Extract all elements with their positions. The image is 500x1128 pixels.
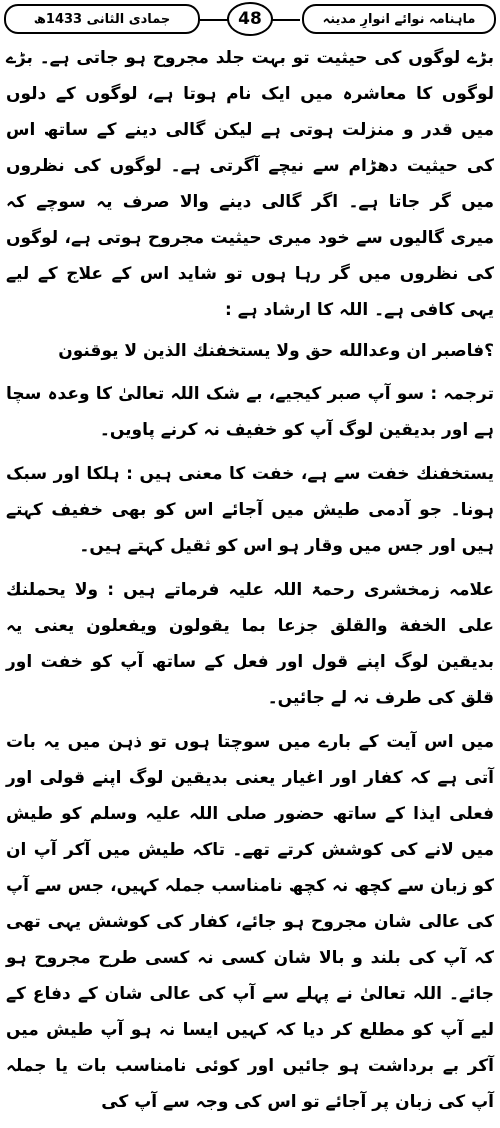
paragraph-3: يستخفنك خفت سے ہے، خفت کا معنی ہیں : ہلکا اور سبک ہونا۔ جو آدمی طیش میں آجائے اس کو بھی خفیف کہتے ہیں اور جس میں وقار ہو اس کو ثقیل کہتے ہیں۔ xyxy=(6,464,494,556)
page-number-badge xyxy=(227,2,273,36)
article-body xyxy=(6,40,494,1128)
magazine-title xyxy=(302,4,496,34)
quranic-ayah: ؟فاصبر ان وعدالله حق ولا يستخفنك الذين لا يوقنون xyxy=(58,341,494,361)
magazine-title-text: ماہنامہ نوائے انوارِ مدینہ xyxy=(322,11,476,27)
paragraph-1: بڑے لوگوں کی حیثیت تو بہت جلد مجروح ہو جاتی ہے۔ بڑے لوگوں کا معاشرہ میں ایک نام ہوتا ہے، لوگوں کے دلوں میں قدر و منزلت ہوتی ہے لیکن گالی دینے کے ساتھ اس کی حیثیت دھڑام سے نیچے آگرتی ہے۔ لوگوں کی نظروں میں گر جاتا ہے۔ اگر گالی دینے والا صرف یہ سوچے کہ میری گالیوں سے خود میری حیثیت مجروح ہوتی ہے، لوگوں کی نظروں میں گر رہا ہوں تو شاید اس کے علاج کے لیے یہی کافی ہے۔ اللہ کا ارشاد ہے : xyxy=(6,48,494,320)
paragraph-4: علامہ زمخشری رحمۃ اللہ علیہ فرماتے ہیں : ولا يحملنك على الخفة والقلق جزعا بما يقولون ويفعلون یعنی یہ بدیقین لوگ اپنے قول اور فعل کے ساتھ آپ کو خفت اور قلق کی طرف نہ لے جائیں۔ xyxy=(6,580,494,708)
paragraph-5: میں اس آیت کے بارے میں سوچتا ہوں تو ذہن میں یہ بات آتی ہے کہ کفار اور اغیار یعنی بدیقین لوگ اپنے قولی اور فعلی ایذا کے ساتھ حضور صلی اللہ علیہ وسلم کو طیش میں لانے کی کوشش کرتے تھے۔ تاکہ طیش میں آکر آپ ان کو زبان سے کچھ نہ کچھ نامناسب جملہ کہیں، جس سے آپ کی عالی شان مجروح ہو جائے، کفار کی کوشش یہی تھی کہ آپ کی بلند و بالا شان کسی نہ کسی طرح مجروح ہو جائے۔ اللہ تعالیٰ نے پہلے سے آپ کی عالی شان کے دفاع کے لیے آپ کو مطلع کر دیا کہ کہیں ایسا نہ ہو آپ طیش میں آکر بے برداشت ہو جائیں اور کوئی نامناسب بات یا جملہ آپ کی زبان پر آجائے تو اس کی وجہ سے آپ کی xyxy=(6,732,494,1112)
issue-date xyxy=(4,4,200,34)
translation-paragraph: ترجمہ : سو آپ صبر کیجیے، بے شک اللہ تعالیٰ کا وعدہ سچا ہے اور بدیقین لوگ آپ کو خفیف نہ کرنے پاویں۔ xyxy=(6,384,494,440)
issue-date-text: جمادی الثانی 1433ھ xyxy=(33,11,171,27)
page-number: 48 xyxy=(238,9,262,29)
